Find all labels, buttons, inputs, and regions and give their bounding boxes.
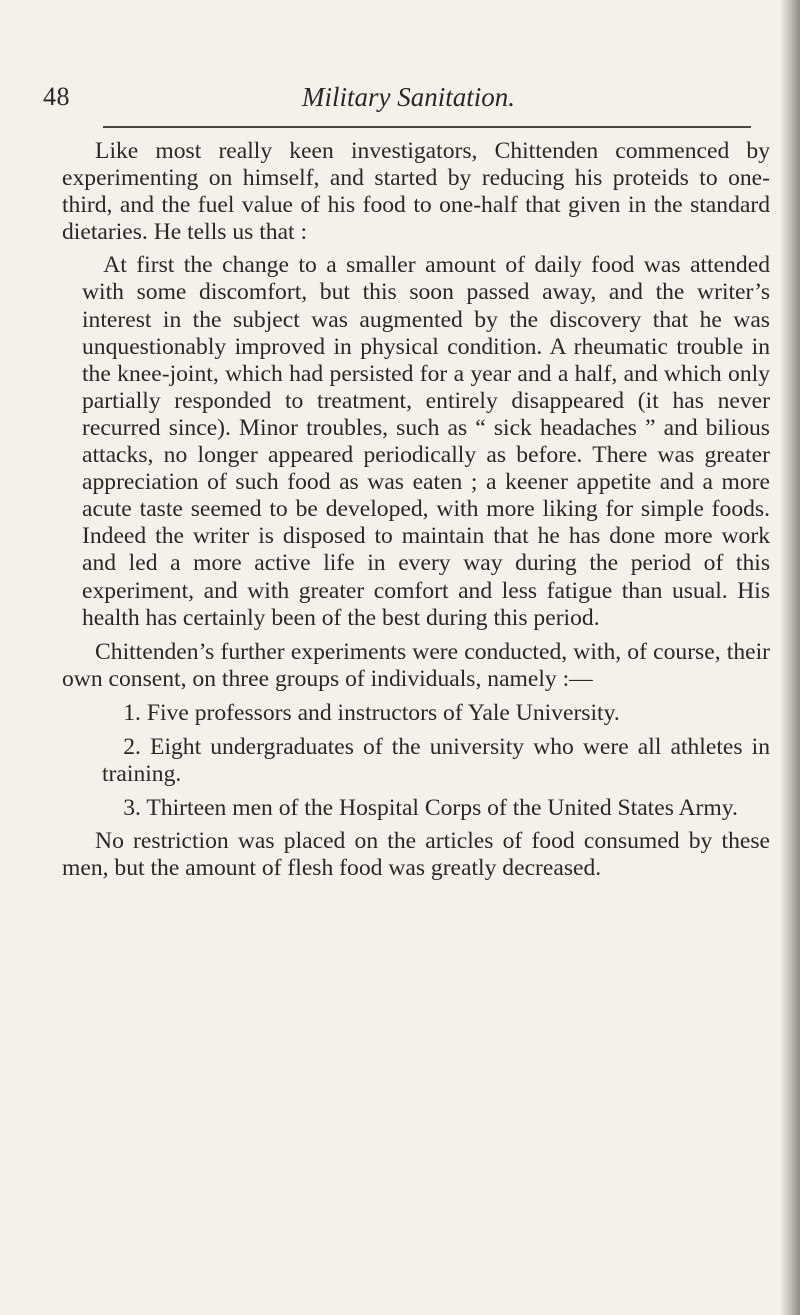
list-item <box>62 734 770 788</box>
list-item-text: Five professors and instructors of Yale University. <box>146 699 620 726</box>
page-edge-shadow <box>780 0 800 1315</box>
page-number: 48 <box>43 82 70 111</box>
body-paragraph: Chittenden’s further experiments were conducted, with, of course, their own consent, on three groups of individuals, namely :— <box>62 638 770 692</box>
running-title: Military Sanitation. <box>302 82 515 112</box>
list-item-number: 1. <box>123 699 141 726</box>
list-item-number: 2. <box>123 733 141 760</box>
list-item-text: Thirteen men of the Hospital Corps of the United States Army. <box>146 795 738 822</box>
body-paragraph: Like most really keen investigators, Chittenden commenced by experimenting on himself, and started by reducing his proteids to one-third, and the fuel value of his food to one-half that given in the standard dietaries. He tells us that : <box>62 138 770 246</box>
page-body <box>62 138 770 882</box>
block-quote: At first the change to a smaller amount of daily food was attended with some discomfort, but this soon passed away, and the writer’s interest in the subject was augmented by the discovery that he was unquestionably improved in physical condition. A rheumatic trouble in the knee-joint, which had persisted for a year and a half, and which only partially responded to treatment, entirely disappeared (it has never recurred since). Minor troubles, such as “ sick headaches ” and bilious attacks, no longer appeared periodically as before. There was greater appreciation of such food as was eaten ; a keener appetite and a more acute taste seemed to be developed, with more liking for simple foods. Indeed the writer is disposed to maintain that he has done more work and led a more active life in every way during the period of this experiment, and with greater comfort and less fatigue than usual. His health has certainly been of the best during this period. <box>82 252 770 631</box>
page-header <box>0 80 800 120</box>
list-item <box>62 795 770 822</box>
list-item-text: Eight undergraduates of the university who were all athletes in training. <box>102 733 770 788</box>
header-rule <box>103 126 751 128</box>
body-paragraph: No restriction was placed on the articles of food consumed by these men, but the amount of flesh food was greatly decreased. <box>62 828 770 882</box>
list-item <box>62 700 770 727</box>
list-item-number: 3. <box>123 795 141 822</box>
numbered-list <box>62 700 770 822</box>
